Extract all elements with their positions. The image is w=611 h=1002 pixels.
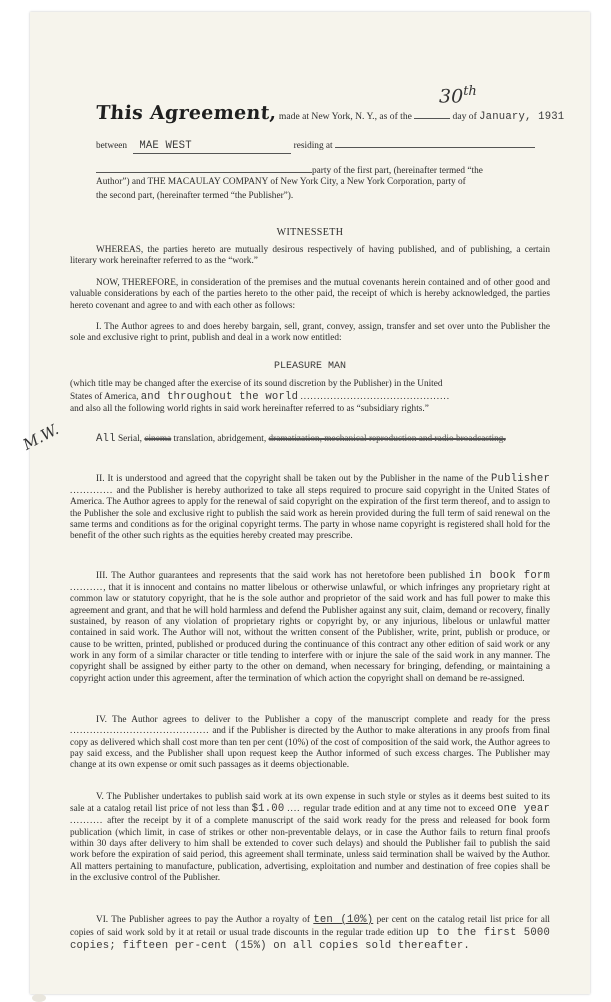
typed-royalty: ten (10%) <box>313 914 374 926</box>
typed-period: one year <box>497 803 551 816</box>
clause-2-rest: and the Publisher is hereby authorized to take all steps required to procure said copyright in the United States of America. The Author agrees to apply for the renewal of said copyright on the expiration of the first term thereof, and to assign to the Publisher the sole and exclusive right to publish the said work as herein provided during the full term of said renewal on the same terms and conditions as for the original copyright terms. The party in whose name copyright is registered shall hold for the benefit of the other such rights as the equities hereby created may prescribe. <box>70 485 550 542</box>
day-number: 30 <box>439 85 464 108</box>
party-first-text: party of the first part, (hereinafter termed “the <box>312 166 483 176</box>
states-line: States of America, and throughout the world ............................................. <box>70 391 451 403</box>
clause-5-lead: V. The Publisher undertakes to publish said work at its own expense in such style or styles as it deems best suited to its sale at a catalog retail list price of not less than <box>70 792 550 815</box>
clause-2: II. It is understood and agreed that the copyright shall be taken out by the Publisher in the name of the Publisher ............. and the Publisher is hereby authorized to take all steps required to procure said copyright in the United States of America. The Author agrees to apply for the renewal of said copyright on the expiration of the first term thereof, and to assign to the Publisher the sole and exclusive right to publish the said work as herein provided during the full term of said renewal on the same terms and conditions as for the original copyright terms. The party in whose name copyright is registered shall hold for the benefit of the other such rights as the equities hereby created may prescribe. <box>70 473 551 542</box>
title-note: (which title may be changed after the exercise of its sound discretion by the Publisher) in the United <box>70 379 443 389</box>
struck-dramatization: dramatization, mechanical reproduction and radio broadcasting. <box>268 434 506 444</box>
clause-3-rest: , that it is innocent and contains no matter libelous or otherwise unlawful, or which infringes any proprietary right at common law or statutory copyright, that he is the sole author and proprietor of the said work and has full power to make this agreement and grant, and that he will hold harmless and defend the Publisher against any suit, claim, demand or recovery, finally sustained, by reason of any violation of proprietary rights or copyright by, or any injurious, libelous or unlawful matter contained in said work. The Author will not, without the written consent of the Publisher, write, print, publish or produce, or cause to be written, printed, published or produced during the continuance of this contract any other edition of said work or any work in any form of a similar character or title tending to interfere with or injure the sale of the said work in any manner. The copyright shall be assigned by either party to the other on demand, when necessary for bringing, defending, or maintaining a copyright action under this agreement, after the termination of which action the copyright shall on demand be re-assigned. <box>70 582 550 684</box>
subsidiary-rights <box>96 433 551 446</box>
translation-label: translation, abridgement, <box>173 434 267 444</box>
typed-publisher: Publisher <box>491 473 551 485</box>
author-name: MAE WEST <box>139 140 192 152</box>
residing-at-label: residing at <box>293 141 333 151</box>
clause-4-rest: and if the Publisher is directed by the Author to make alterations in any proofs from final copy as delivered which shall cost more than ten per cent (10%) of the cost of composition of the said work, the Author agrees to pay said excess, and the Publisher shall upon request keep the Author informed of such excess charges. The Publisher may change at its own expense or omit such passages as it deems objectionable. <box>70 726 550 771</box>
typed-royalty-tail: up to the first 5000 copies; fifteen per-cent (15%) on all copies sold thereafter. <box>70 926 550 952</box>
agreement-title: This Agreement, <box>95 102 278 124</box>
month-year: January, 1931 <box>479 111 565 123</box>
clause-6-lead: VI. The Publisher agrees to pay the Author a royalty of <box>96 915 311 925</box>
day-suffix: th <box>463 84 477 99</box>
publisher-line: the second part, (hereinafter termed “the Publisher”). <box>96 191 294 201</box>
typed-price: $1.00 <box>251 803 285 816</box>
whereas-paragraph: WHEREAS, the parties hereto are mutually desirous respectively of having published, and of publishing, a certain literary work hereinafter referred to as the “work.” <box>70 245 550 267</box>
between-label: between <box>96 141 127 151</box>
clause-4-lead: IV. The Author agrees to deliver to the Publisher a copy of the manuscript complete and ready for the press <box>96 715 550 725</box>
witnesseth-heading: WITNESSETH <box>276 227 344 238</box>
rights-line: and also all the following world rights in said work hereinafter referred to as “subsidiary rights.” <box>70 404 429 414</box>
handwritten-day <box>439 84 477 109</box>
typed-world: and throughout the world <box>140 391 299 403</box>
now-therefore-paragraph: NOW, THEREFORE, in consideration of the premises and the mutual covenants herein contained and of other good and valuable considerations by each of the parties hereto to the other paid, the receipt of which is hereby acknowledged, the parties hereto covenant and agree to and with each other as follows: <box>70 278 550 311</box>
paper-mark <box>32 994 46 1002</box>
clause-5: V. The Publisher undertakes to publish said work at its own expense in such style or styles as it deems best suited to its sale at a catalog retail list price of not less than $1.00 .... regular trade edition and at any time not to exceed one year .......... after the receipt by it of a complete manuscript of the said work ready for the press and released for book form publication (which limit, in case of strikes or other non-preventable delays, or in case the Author fails to return final proofs within 30 days after delivery to him shall be extended to cover such delays) and should the Publisher fail to publish the said work before the expiration of said period, this agreement shall terminate, unless said termination shall be waived by the Author. All matters pertaining to manufacture, publication, advertising, exploitation and number and destination of free copies shall be in the exclusive control of the Publisher. <box>70 792 551 883</box>
clause-1-text: I. The Author agrees to and does hereby bargain, sell, grant, convey, assign, transfer and set over unto the Publisher the sole and exclusive right to print, publish and deal in a work now entitled: <box>70 322 550 344</box>
author-line: Author”) and THE MACAULAY COMPANY of New York City, a New York Corporation, party of <box>96 177 466 187</box>
clause-4: IV. The Author agrees to deliver to the Publisher a copy of the manuscript complete and ready for the press .......................................... and if the Publisher is directed by the Author to make alterations in any proofs from final copy as delivered which shall cost more than ten per cent (10%) of the cost of composition of the said work, the Author agrees to pay said excess, and the Publisher shall upon request keep the Author informed of such excess charges. The Publisher may change at its own expense or omit such passages as it deems objectionable. <box>70 715 550 771</box>
clause-3-lead: III. The Author guarantees and represents that the said work has not heretofore been published <box>96 571 466 581</box>
states-prefix: States of America, <box>70 392 139 402</box>
struck-cinema: cinema <box>144 434 172 444</box>
clause-6 <box>70 914 550 953</box>
work-title: PLEASURE MAN <box>273 361 346 372</box>
clause-5-mid: regular trade edition and at any time not to exceed <box>303 804 495 815</box>
clause-3: III. The Author guarantees and represents that the said work has not heretofore been published in book form .........., that it is innocent and contains no matter libelous or otherwise unlawful, or which infringes any proprietary right at common law or statutory copyright, that he is the sole author and proprietor of the said work and has full power to make this agreement and grant, and that he will hold harmless and defend the Publisher against any suit, claim, demand or recovery, finally sustained, by reason of any violation of proprietary rights or copyright by, or any injurious, libelous or unlawful matter contained in said work. The Author will not, without the written consent of the Publisher, write, print, publish or produce, or cause to be written, printed, published or produced during the continuance of this contract any other edition of said work or any work in any form of a similar character or title tending to interfere with or injure the sale of the said work in any manner. The copyright shall be assigned by either party to the other on demand, when necessary for bringing, defending, or maintaining a copyright action under this agreement, after the termination of which action the copyright shall on demand be re-assigned. <box>70 570 550 684</box>
between-line <box>96 137 535 154</box>
clause-5-rest: after the receipt by it of a complete manuscript of the said work ready for the press and released for book form publication (which limit, in case of strikes or other non-preventable delays, or in case the Author fails to return final proofs within 30 days after delivery to him shall be extended to cover such delays) and should the Publisher fail to publish the said work before the expiration of said period, this agreement shall terminate, unless said termination shall be waived by the Author. All matters pertaining to manufacture, publication, advertising, exploitation and number and destination of free copies shall be in the exclusive control of the Publisher. <box>70 816 550 883</box>
serial-label: Serial, <box>118 434 143 444</box>
clause-2-lead: II. It is understood and agreed that the copyright shall be taken out by the Publisher in the name of the <box>96 474 489 484</box>
margin-initials: M.W. <box>19 420 62 454</box>
clause-6-rest: per cent on the catalog retail list price for all copies of said work sold by it at retail or usual trade discounts in the regular trade edition <box>70 915 551 938</box>
made-at-text: made at New York, N. Y., as of the <box>278 111 412 122</box>
party-first-line <box>96 162 566 177</box>
typed-all: All <box>96 433 116 445</box>
typed-book-form: in book form <box>468 570 550 582</box>
contract-page <box>19 12 590 994</box>
day-of-label: day of <box>452 111 477 122</box>
agreement-title-line <box>96 102 576 125</box>
